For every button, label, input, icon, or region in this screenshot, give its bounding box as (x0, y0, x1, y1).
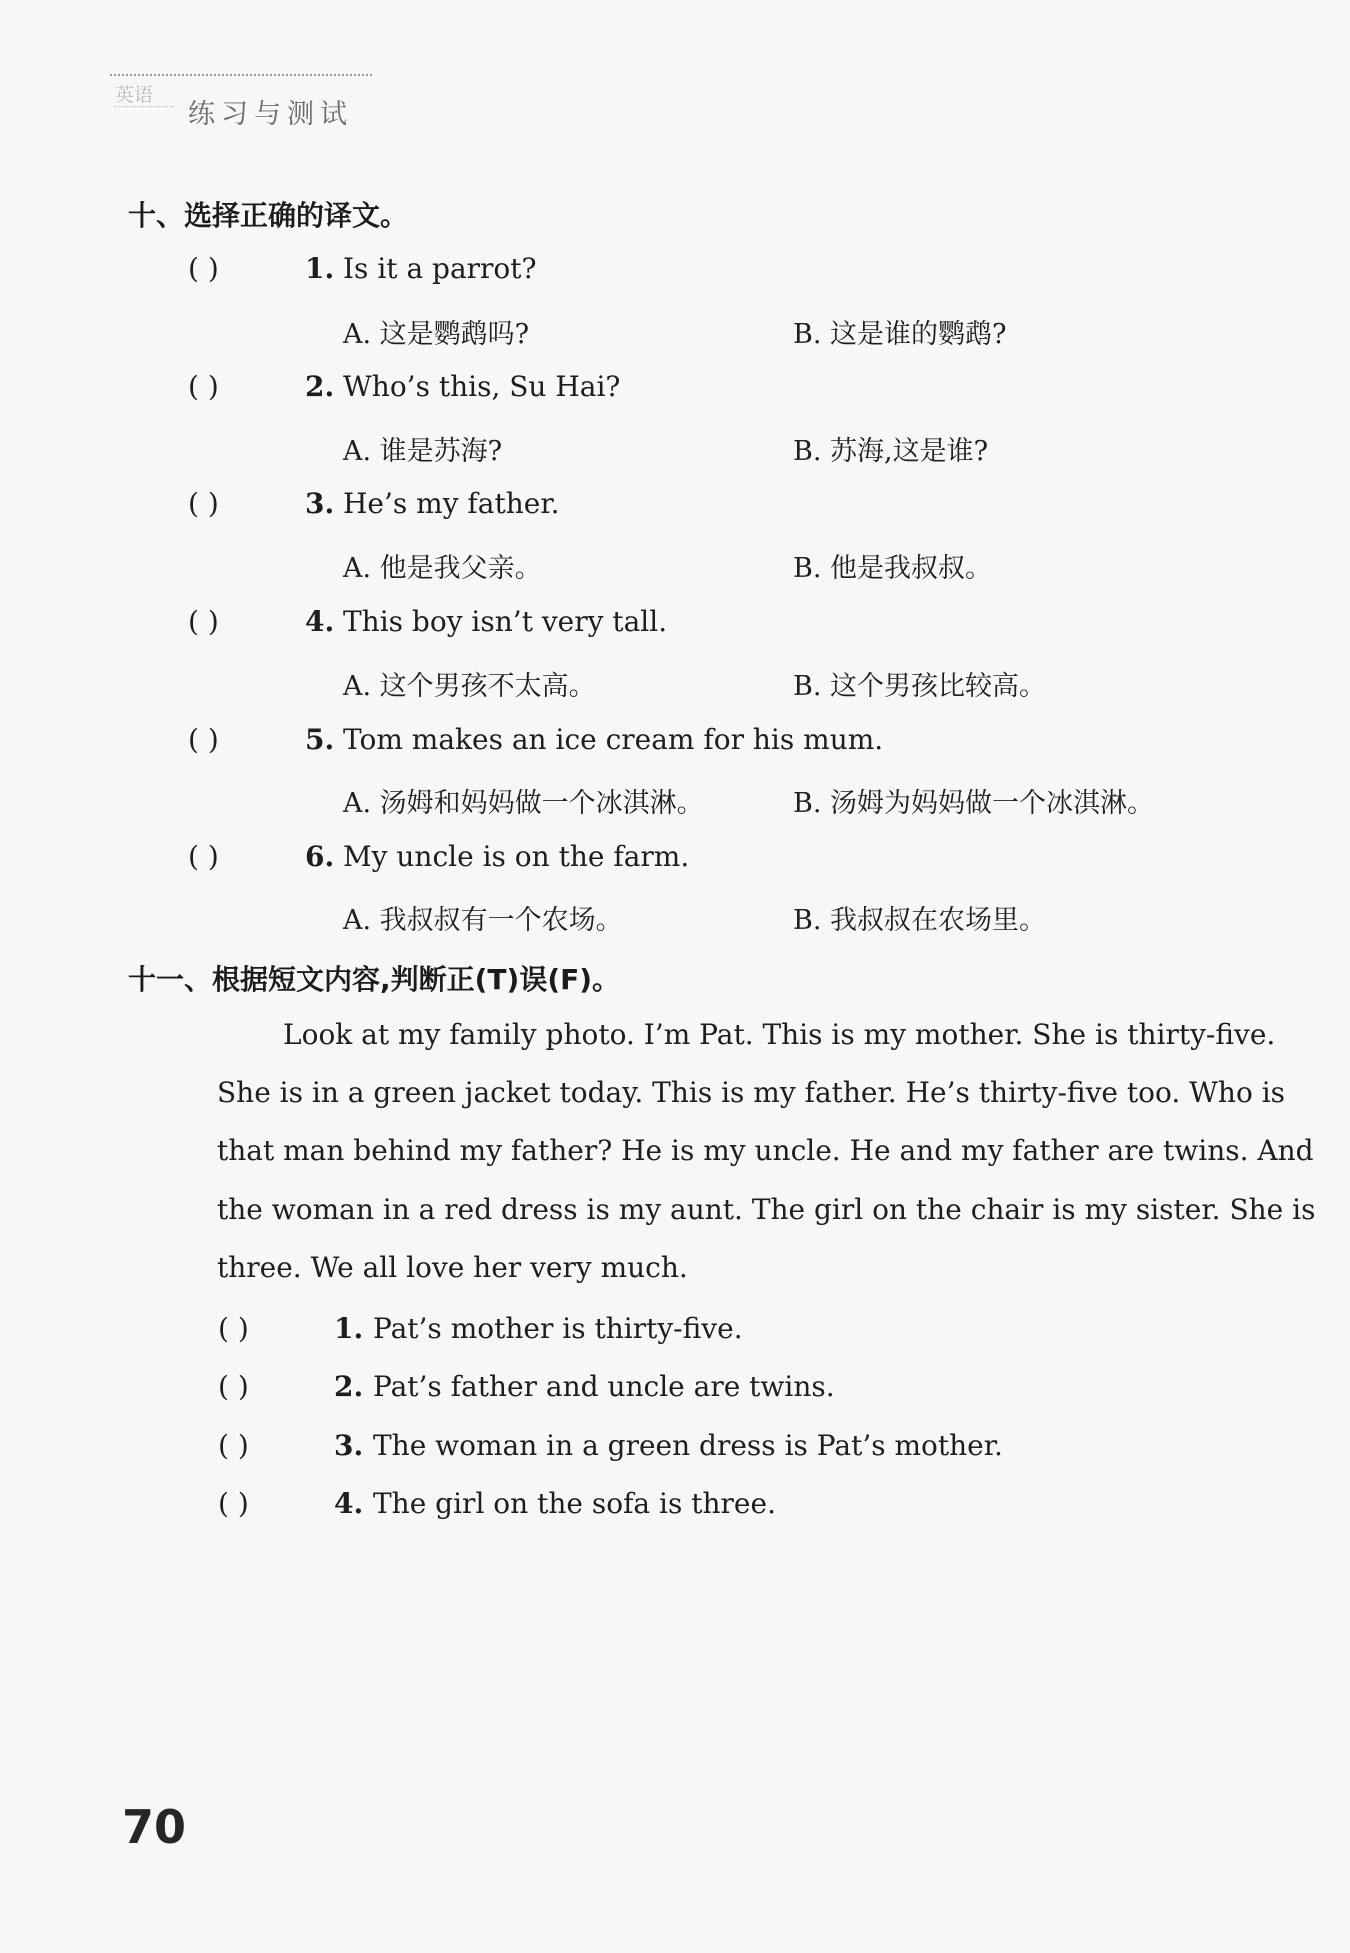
header-rule (110, 74, 372, 76)
passage-line-1: Look at my family photo. I’m Pat. This is my mother. She is thirty-five. (283, 1018, 1276, 1051)
question-text: This boy isn’t very tall. (343, 605, 668, 638)
s10-q4-option-b: B. 这个男孩比较高。 (793, 671, 1047, 702)
s10-q2-option-b: B. 苏海,这是谁? (793, 436, 989, 467)
page-number: 70 (122, 1800, 187, 1854)
s10-q6-option-a: A. 我叔叔有一个农场。 (343, 905, 623, 936)
question-number: 3. (334, 1429, 364, 1462)
passage-line-5: three. We all love her very much. (217, 1251, 688, 1284)
question-number: 3. (305, 487, 335, 520)
s10-q5-option-a: A. 汤姆和妈妈做一个冰淇淋。 (343, 788, 704, 819)
question-text: Pat’s father and uncle are twins. (373, 1370, 835, 1403)
passage-line-2: She is in a green jacket today. This is my father. He’s thirty-five too. Who is (217, 1076, 1286, 1109)
question-text: Who’s this, Su Hai? (343, 370, 621, 403)
answer-blank[interactable]: ( ) (188, 252, 219, 285)
passage-line-4: the woman in a red dress is my aunt. The girl on the chair is my sister. She is (217, 1193, 1316, 1226)
question-text: The girl on the sofa is three. (373, 1487, 776, 1520)
header-subject-underline (114, 106, 174, 107)
question-number: 4. (305, 605, 335, 638)
question-text: The woman in a green dress is Pat’s mother. (373, 1429, 1003, 1462)
answer-blank[interactable]: ( ) (188, 605, 219, 638)
passage-line-3: that man behind my father? He is my uncle. He and my father are twins. And (217, 1134, 1314, 1167)
s10-q1-option-a: A. 这是鹦鹉吗? (343, 319, 530, 350)
question-text: Pat’s mother is thirty-five. (373, 1312, 743, 1345)
answer-blank[interactable]: ( ) (188, 370, 219, 403)
answer-blank[interactable]: ( ) (188, 723, 219, 756)
s10-q1-option-b: B. 这是谁的鹦鹉? (793, 319, 1007, 350)
header-subject: 英语 (115, 84, 154, 106)
answer-blank[interactable]: ( ) (218, 1429, 249, 1462)
s10-q2-option-a: A. 谁是苏海? (343, 436, 503, 467)
s10-q6-option-b: B. 我叔叔在农场里。 (793, 905, 1047, 936)
question-number: 4. (334, 1487, 364, 1520)
question-number: 5. (305, 723, 335, 756)
question-number: 2. (305, 370, 335, 403)
s10-q3-option-a: A. 他是我父亲。 (343, 553, 542, 584)
question-text: Tom makes an ice cream for his mum. (343, 723, 884, 756)
answer-blank[interactable]: ( ) (218, 1370, 249, 1403)
s10-q5-option-b: B. 汤姆为妈妈做一个冰淇淋。 (793, 788, 1155, 819)
header-book-title: 练习与测试 (188, 99, 353, 130)
section-11-title: 十一、根据短文内容,判断正(T)误(F)。 (128, 963, 621, 996)
section-10-title: 十、选择正确的译文。 (128, 199, 409, 232)
answer-blank[interactable]: ( ) (188, 487, 219, 520)
answer-blank[interactable]: ( ) (218, 1487, 249, 1520)
answer-blank[interactable]: ( ) (218, 1312, 249, 1345)
answer-blank[interactable]: ( ) (188, 840, 219, 873)
question-number: 1. (305, 252, 335, 285)
question-text: Is it a parrot? (343, 252, 537, 285)
question-text: My uncle is on the farm. (343, 840, 690, 873)
s10-q4-option-a: A. 这个男孩不太高。 (343, 671, 596, 702)
question-text: He’s my father. (343, 487, 560, 520)
question-number: 6. (305, 840, 335, 873)
s10-q3-option-b: B. 他是我叔叔。 (793, 553, 993, 584)
question-number: 1. (334, 1312, 364, 1345)
question-number: 2. (334, 1370, 364, 1403)
